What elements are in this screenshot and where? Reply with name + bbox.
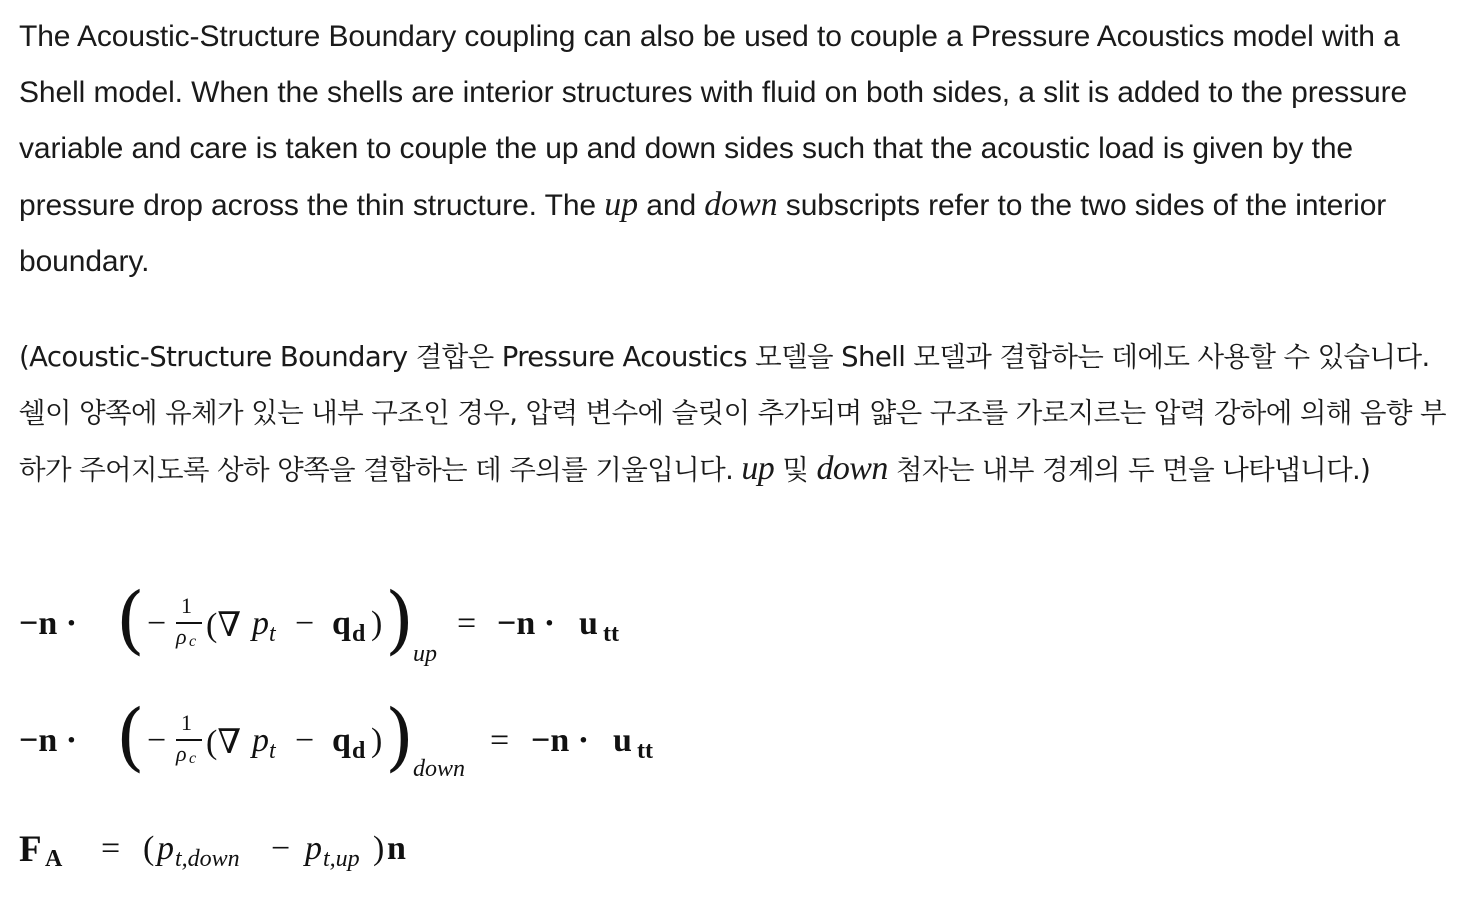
eq1-p: p	[252, 605, 269, 642]
eq2-close-paren: )	[385, 694, 414, 780]
eq2-inner-open: (∇	[206, 724, 242, 761]
equation-up	[19, 577, 659, 667]
paragraph-korean-text-1: (Acoustic-Structure Boundary 결합은 Pressure Acoustics 모델을 Shell 모델과 결합하는 데에도 사용할 수 있습니다. 쉘이 양쪽에 유체가 있는 내부 구조인 경우, 압력 변수에 슬릿이 추가되며 얇은 구조를 가로지르는 압력 강하에 의해 음향 부하가 주어지도록 상하 양쪽을 결합하는 데 주의를 기울입니다.	[19, 341, 1446, 486]
eq3-n: n	[387, 830, 406, 867]
eq3-minus: −	[271, 830, 291, 867]
eq1-frac-den: ρ	[176, 624, 187, 649]
eq1-u-sub: tt	[603, 621, 619, 647]
eq3-p1-sub: t,down	[175, 846, 240, 872]
math-up-ko: up	[741, 450, 775, 487]
eq3-close: )	[373, 830, 385, 867]
math-down-ko: down	[816, 450, 888, 487]
eq1-rhs: −n ·	[497, 605, 556, 642]
eq1-inner-close: )	[371, 605, 383, 642]
paragraph-english-text-2: subscripts refer to the two sides of the interior boundary.	[19, 189, 1387, 278]
eq1-outer-sub: up	[413, 641, 437, 667]
eq3-equals: =	[101, 830, 121, 867]
math-up: up	[604, 186, 639, 223]
eq2-u: u	[613, 722, 632, 759]
eq3-p2: p	[305, 830, 322, 867]
equation-down	[19, 694, 699, 782]
eq1-minus2: −	[295, 605, 315, 642]
eq1-frac-den-sub: c	[189, 633, 197, 650]
eq2-frac-num: 1	[181, 710, 192, 735]
eq3-p2-sub: t,up	[323, 846, 360, 872]
paragraph-english-and: and	[638, 189, 705, 222]
eq1-u: u	[579, 605, 598, 642]
eq2-minus2: −	[295, 722, 315, 759]
eq2-open-paren: (	[116, 694, 145, 780]
paragraph-korean	[19, 329, 1449, 498]
eq3-F-sub: A	[45, 846, 63, 872]
eq1-lhs: −n ·	[19, 605, 78, 642]
eq2-u-sub: tt	[637, 738, 653, 764]
eq3-open: (	[143, 830, 155, 867]
eq2-q-sub: d	[352, 738, 366, 764]
eq1-q-sub: d	[352, 621, 366, 647]
eq2-frac-den: ρ	[176, 741, 187, 766]
eq2-q: q	[332, 722, 351, 759]
eq1-q: q	[332, 605, 351, 642]
eq3-p1: p	[157, 830, 174, 867]
eq2-outer-sub: down	[413, 756, 466, 782]
eq2-p-sub: t	[269, 738, 276, 764]
eq2-minus: −	[147, 722, 167, 759]
eq1-open-paren: (	[116, 577, 145, 663]
paragraph-korean-mid: 및	[774, 454, 817, 486]
eq2-inner-close: )	[371, 722, 383, 759]
paragraph-korean-text-2: 첨자는 내부 경계의 두 면을 나타냅니다.)	[887, 454, 1371, 486]
eq3-F: F	[19, 829, 42, 870]
paragraph-english-text-1: The Acoustic-Structure Boundary coupling can also be used to couple a Pressure Acoustics model with a Shell model. When the shells are interior structures with fluid on both sides, a slit is added to the pressure variable and care is taken to couple the up and down sides such that the acoustic load is given by the pressure drop across the thin structure. The	[19, 20, 1408, 222]
eq1-minus: −	[147, 605, 167, 642]
eq2-equals: =	[490, 722, 510, 759]
eq1-equals: =	[457, 605, 477, 642]
eq2-lhs: −n ·	[19, 722, 78, 759]
eq2-frac-den-sub: c	[189, 750, 197, 767]
eq2-rhs: −n ·	[531, 722, 590, 759]
paragraph-english	[19, 9, 1449, 290]
eq1-p-sub: t	[269, 621, 276, 647]
equation-force	[19, 820, 439, 900]
eq1-inner-open: (∇	[206, 607, 242, 644]
eq1-frac-num: 1	[181, 593, 192, 618]
math-down: down	[704, 186, 778, 223]
eq2-p: p	[252, 722, 269, 759]
eq1-close-paren: )	[385, 577, 414, 663]
